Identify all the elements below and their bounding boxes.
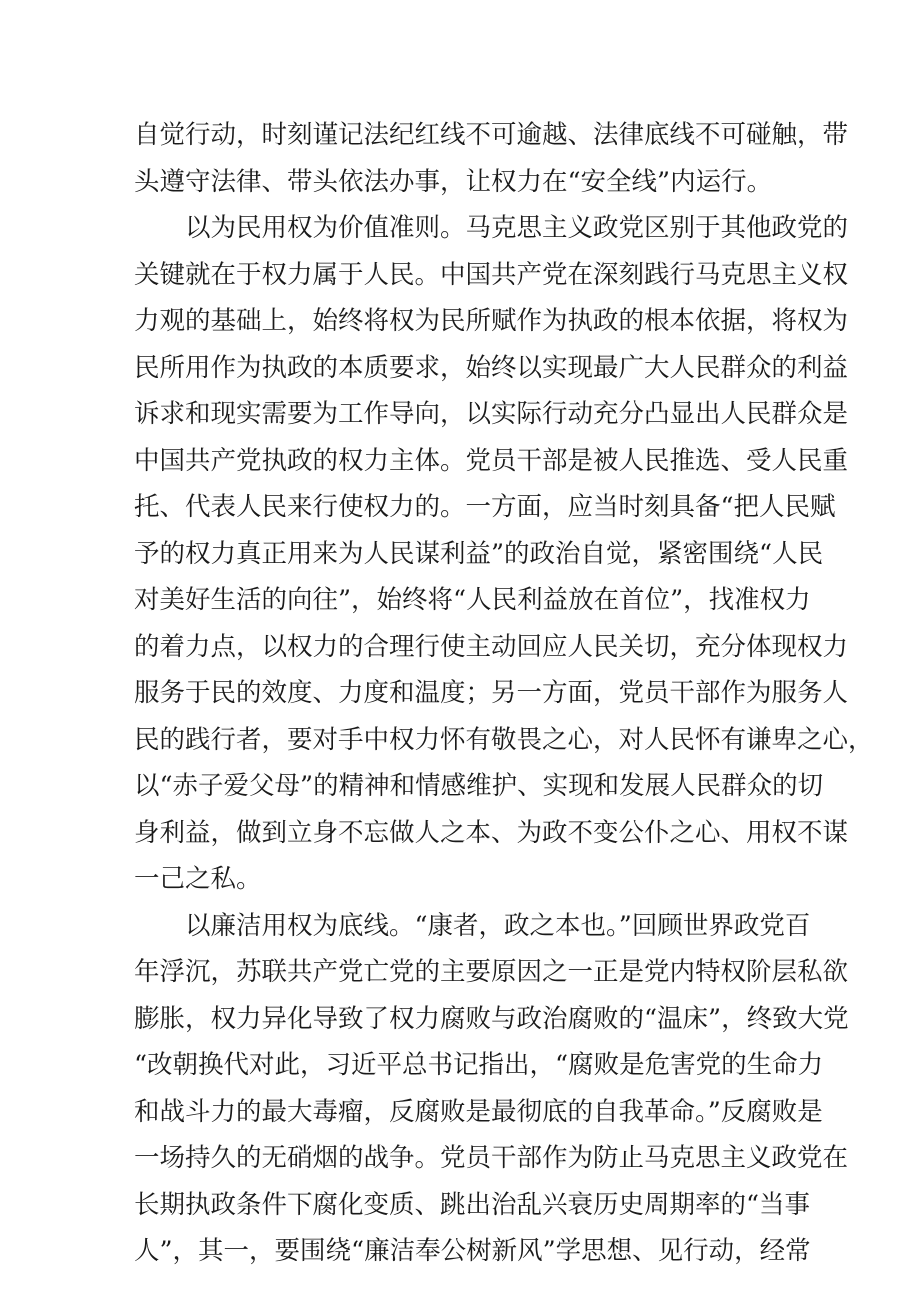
text-line: 关键就在于权力属于人民。中国共产党在深刻践行马克思主义权 (134, 259, 849, 290)
text-line: 自觉行动，时刻谨记法纪红线不可逾越、法律底线不可碰触，带 (134, 120, 849, 150)
text-line: “改朝换代对此，习近平总书记指出，“腐败是危害党的生命力 (134, 1050, 824, 1080)
text-line: 予的权力真正用来为人民谋利益”的政治自觉，紧密围绕“人民 (134, 538, 824, 569)
text-line: 以“赤子爱父母”的精神和情感维护、实现和发展人民群众的切 (134, 771, 824, 801)
text-line: 人”，其一，要围绕“廉洁奉公树新风”学思想、见行动，经常 (134, 1236, 811, 1266)
text-line: 长期执政条件下腐化变质、跳出治乱兴衰历史周期率的“当事 (134, 1189, 811, 1220)
text-line: 和战斗力的最大毒瘤，反腐败是最彻底的自我革命。”反腐败是 (134, 1096, 823, 1127)
paragraph-start-line: 以为民用权为价值准则。马克思主义政党区别于其他政党的 (185, 213, 849, 243)
text-line: 一场持久的无硝烟的战争。党员干部作为防止马克思主义政党在 (134, 1143, 849, 1173)
text-line: 身利益，做到立身不忘做人之本、为政不变公仆之心、用权不谋 (134, 817, 849, 848)
text-line: 托、代表人民来行使权力的。一方面，应当时刻具备“把人民赋 (134, 492, 836, 522)
paragraph-start-line: 以廉洁用权为底线。“康者，政之本也。”回顾世界政党百 (185, 910, 811, 941)
document-body (134, 112, 874, 1275)
text-line: 一己之私。 (134, 864, 262, 894)
text-line: 中国共产党执政的权力主体。党员干部是被人民推选、受人民重 (134, 445, 849, 476)
text-line: 服务于民的效度、力度和温度；另一方面，党员干部作为服务人 (134, 678, 849, 708)
text-line: 膨胀，权力异化导致了权力腐败与政治腐败的“温床”，终致大党 (134, 1003, 849, 1034)
text-line: 年浮沉，苏联共产党亡党的主要原因之一正是党内特权阶层私欲 (134, 957, 849, 987)
text-line: 民的践行者，要对手中权力怀有敬畏之心，对人民怀有谦卑之心， (134, 724, 874, 755)
text-line: 诉求和现实需要为工作导向，以实际行动充分凸显出人民群众是 (134, 399, 849, 429)
text-line: 力观的基础上，始终将权为民所赋作为执政的根本依据，将权为 (134, 306, 849, 336)
text-line: 的着力点，以权力的合理行使主动回应人民关切，充分体现权力 (134, 631, 849, 662)
text-line: 民所用作为执政的本质要求，始终以实现最广大人民群众的利益 (134, 352, 849, 383)
text-line: 头遵守法律、带头依法办事，让权力在“安全线”内运行。 (134, 166, 773, 197)
text-line: 对美好生活的向往”，始终将“人民利益放在首位”，找准权力 (134, 585, 811, 615)
